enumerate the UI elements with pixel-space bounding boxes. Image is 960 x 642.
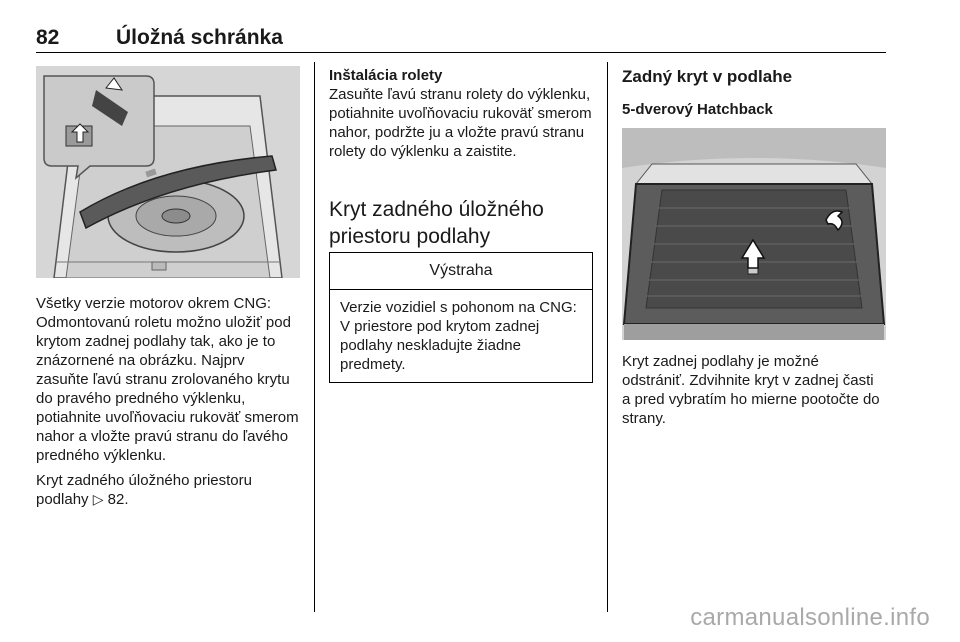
hatchback-subheading-block <box>622 100 773 120</box>
column-divider-2 <box>607 62 608 612</box>
instruction-text <box>36 294 300 509</box>
rear-floor-cover-section <box>622 66 792 88</box>
watermark: carmanualsonline.info <box>690 604 930 631</box>
floor-cover-section-title: Kryt zadného úložného priestoru podlahy <box>329 198 544 248</box>
figure-spare-wheel-cover-stowage <box>36 66 300 278</box>
figure-hatchback-floor-cover <box>622 128 886 340</box>
rear-floor-cover-text <box>622 352 886 428</box>
floor-cover-section <box>329 196 593 250</box>
cross-reference-paragraph <box>36 471 300 509</box>
trunk-roller-blind-illustration <box>36 66 300 278</box>
install-blind-heading: Inštalácia rolety <box>329 67 443 84</box>
rear-floor-cover-paragraph: Kryt zadnej podlahy je možné odstrániť. Zdvihnite kryt v zadnej časti a pred vybratím ho mierne pootočte do strany. <box>622 353 880 427</box>
page-title: Úložná schránka <box>116 26 283 49</box>
warning-title: Výstraha <box>330 253 592 290</box>
hatchback-subheading: 5-dverový Hatchback <box>622 101 773 118</box>
page-number: 82 <box>36 26 60 49</box>
warning-body: Verzie vozidiel s pohonom na CNG: V priestore pod krytom zadnej podlahy neskladujte žiadne predmety. <box>340 299 577 373</box>
warning-box <box>329 252 593 383</box>
header-divider <box>36 52 886 53</box>
rear-floor-cover-title: Zadný kryt v podlahe <box>622 67 793 86</box>
stowage-paragraph: Všetky verzie motorov okrem CNG: Odmontovanú roletu možno uložiť pod krytom zadnej podlahy tak, ako je to znázornené na obrázku. Najprv zasuňte ľavú stranu zrolovaného krytu do pravého predného výklenku, potiahnite uvoľňovaciu rukoväť smerom nahor a vložte pravú stranu do ľavého predného výklenku. <box>36 295 299 464</box>
install-blind-block <box>329 66 593 161</box>
column-divider-1 <box>314 62 315 612</box>
hatchback-trunk-illustration <box>622 128 886 340</box>
cross-reference-page[interactable]: 82. <box>107 491 129 508</box>
arrow-reference-icon: ▷ <box>92 491 104 507</box>
cross-reference-text: Kryt zadného úložného priestoru podlahy <box>36 472 252 508</box>
install-blind-paragraph: Zasuňte ľavú stranu rolety do výklenku, potiahnite uvoľňovaciu rukoväť smerom nahor, podržte ju a vložte pravú stranu rolety do výklenku a zaistite. <box>329 86 592 160</box>
page-header <box>36 26 886 52</box>
